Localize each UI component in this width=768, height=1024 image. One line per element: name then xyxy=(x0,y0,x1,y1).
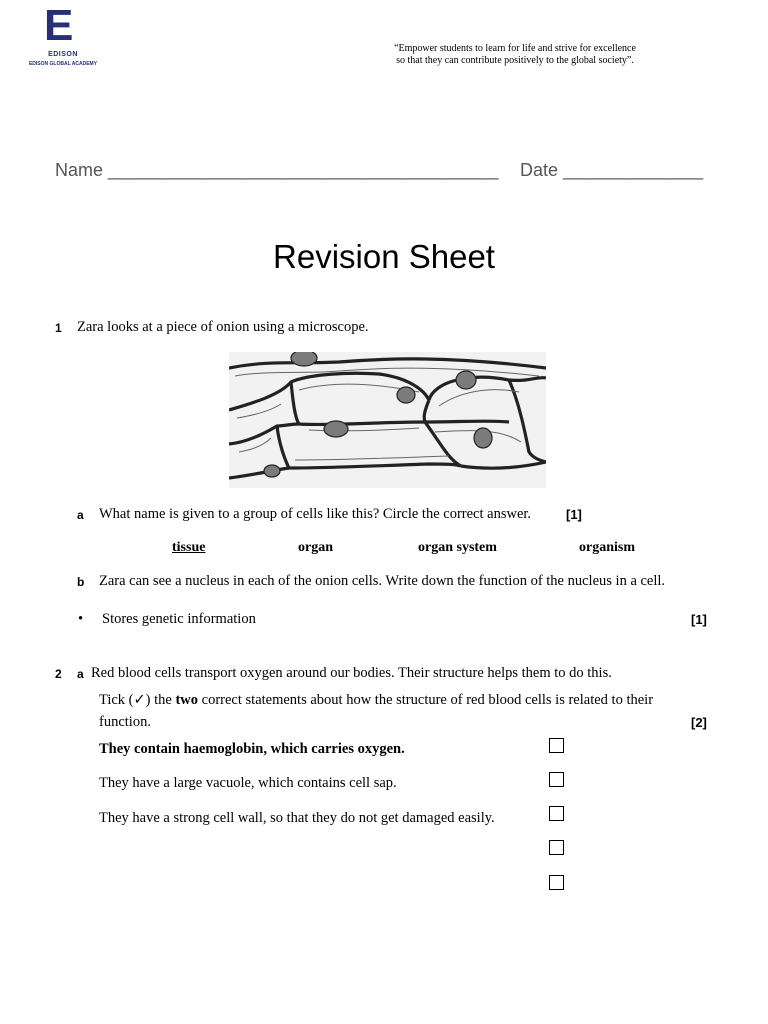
instructions-emphasis: two xyxy=(175,692,199,708)
page-title: Revision Sheet xyxy=(273,238,495,275)
name-label: Name xyxy=(55,160,104,180)
onion-cells-diagram xyxy=(229,352,546,488)
statement-2-checkbox[interactable] xyxy=(549,772,564,787)
question-1-number: 1 xyxy=(55,321,62,335)
question-1b-label: b xyxy=(77,575,85,589)
question-2-instructions-line-2: function. xyxy=(99,714,151,730)
question-1b-text: Zara can see a nucleus in each of the onion cells. Write down the function of the nucleus in a cell. xyxy=(99,573,666,589)
question-1-text: Zara looks at a piece of onion using a microscope. xyxy=(77,319,369,335)
date-field[interactable] xyxy=(520,160,703,181)
date-label: Date xyxy=(520,160,559,180)
motto-line-2: so that they can contribute positively to the global society”. xyxy=(396,55,634,66)
instructions-post: correct statements about how the structure of red blood cells is related to their xyxy=(198,692,654,708)
statement-3-checkbox[interactable] xyxy=(549,806,564,821)
question-2a-label: a xyxy=(77,667,84,681)
name-blank: _______________________________________ xyxy=(108,160,499,180)
option-organ[interactable]: organ xyxy=(298,540,333,555)
question-2-text: Red blood cells transport oxygen around our bodies. Their structure helps them to do this. xyxy=(91,665,612,681)
logo-letter: E xyxy=(44,1,74,50)
date-blank: ______________ xyxy=(563,160,704,180)
academy-logo xyxy=(28,1,98,72)
question-2-mark: [2] xyxy=(691,715,707,730)
statement-4-checkbox[interactable] xyxy=(549,840,564,855)
question-2-instructions xyxy=(99,692,653,709)
option-tissue[interactable]: tissue xyxy=(172,540,206,555)
question-1a-text: What name is given to a group of cells like this? Circle the correct answer. xyxy=(99,506,532,522)
motto-line-1: “Empower students to learn for life and strive for excellence xyxy=(394,43,636,54)
statement-2: They have a large vacuole, which contains cell sap. xyxy=(99,775,397,791)
instructions-pre: Tick (✓) the xyxy=(99,692,176,708)
option-organ-system[interactable]: organ system xyxy=(418,540,497,555)
logo-name: EDISON xyxy=(48,51,78,58)
statement-1-checkbox[interactable] xyxy=(549,738,564,753)
question-2-number: 2 xyxy=(55,667,62,681)
name-field[interactable] xyxy=(55,160,498,181)
question-1a-mark: [1] xyxy=(566,507,582,522)
answer-bullet: • xyxy=(78,611,84,627)
question-1a-label: a xyxy=(77,508,84,522)
statement-5-checkbox[interactable] xyxy=(549,875,564,890)
option-organism[interactable]: organism xyxy=(579,540,635,555)
logo-subtitle: EDISON GLOBAL ACADEMY xyxy=(28,61,98,67)
statement-1: They contain haemoglobin, which carries oxygen. xyxy=(99,741,405,757)
question-1b-mark: [1] xyxy=(691,612,707,627)
statement-3: They have a strong cell wall, so that they do not get damaged easily. xyxy=(99,810,495,826)
question-1b-answer[interactable]: Stores genetic information xyxy=(102,611,256,627)
school-motto xyxy=(360,43,670,67)
